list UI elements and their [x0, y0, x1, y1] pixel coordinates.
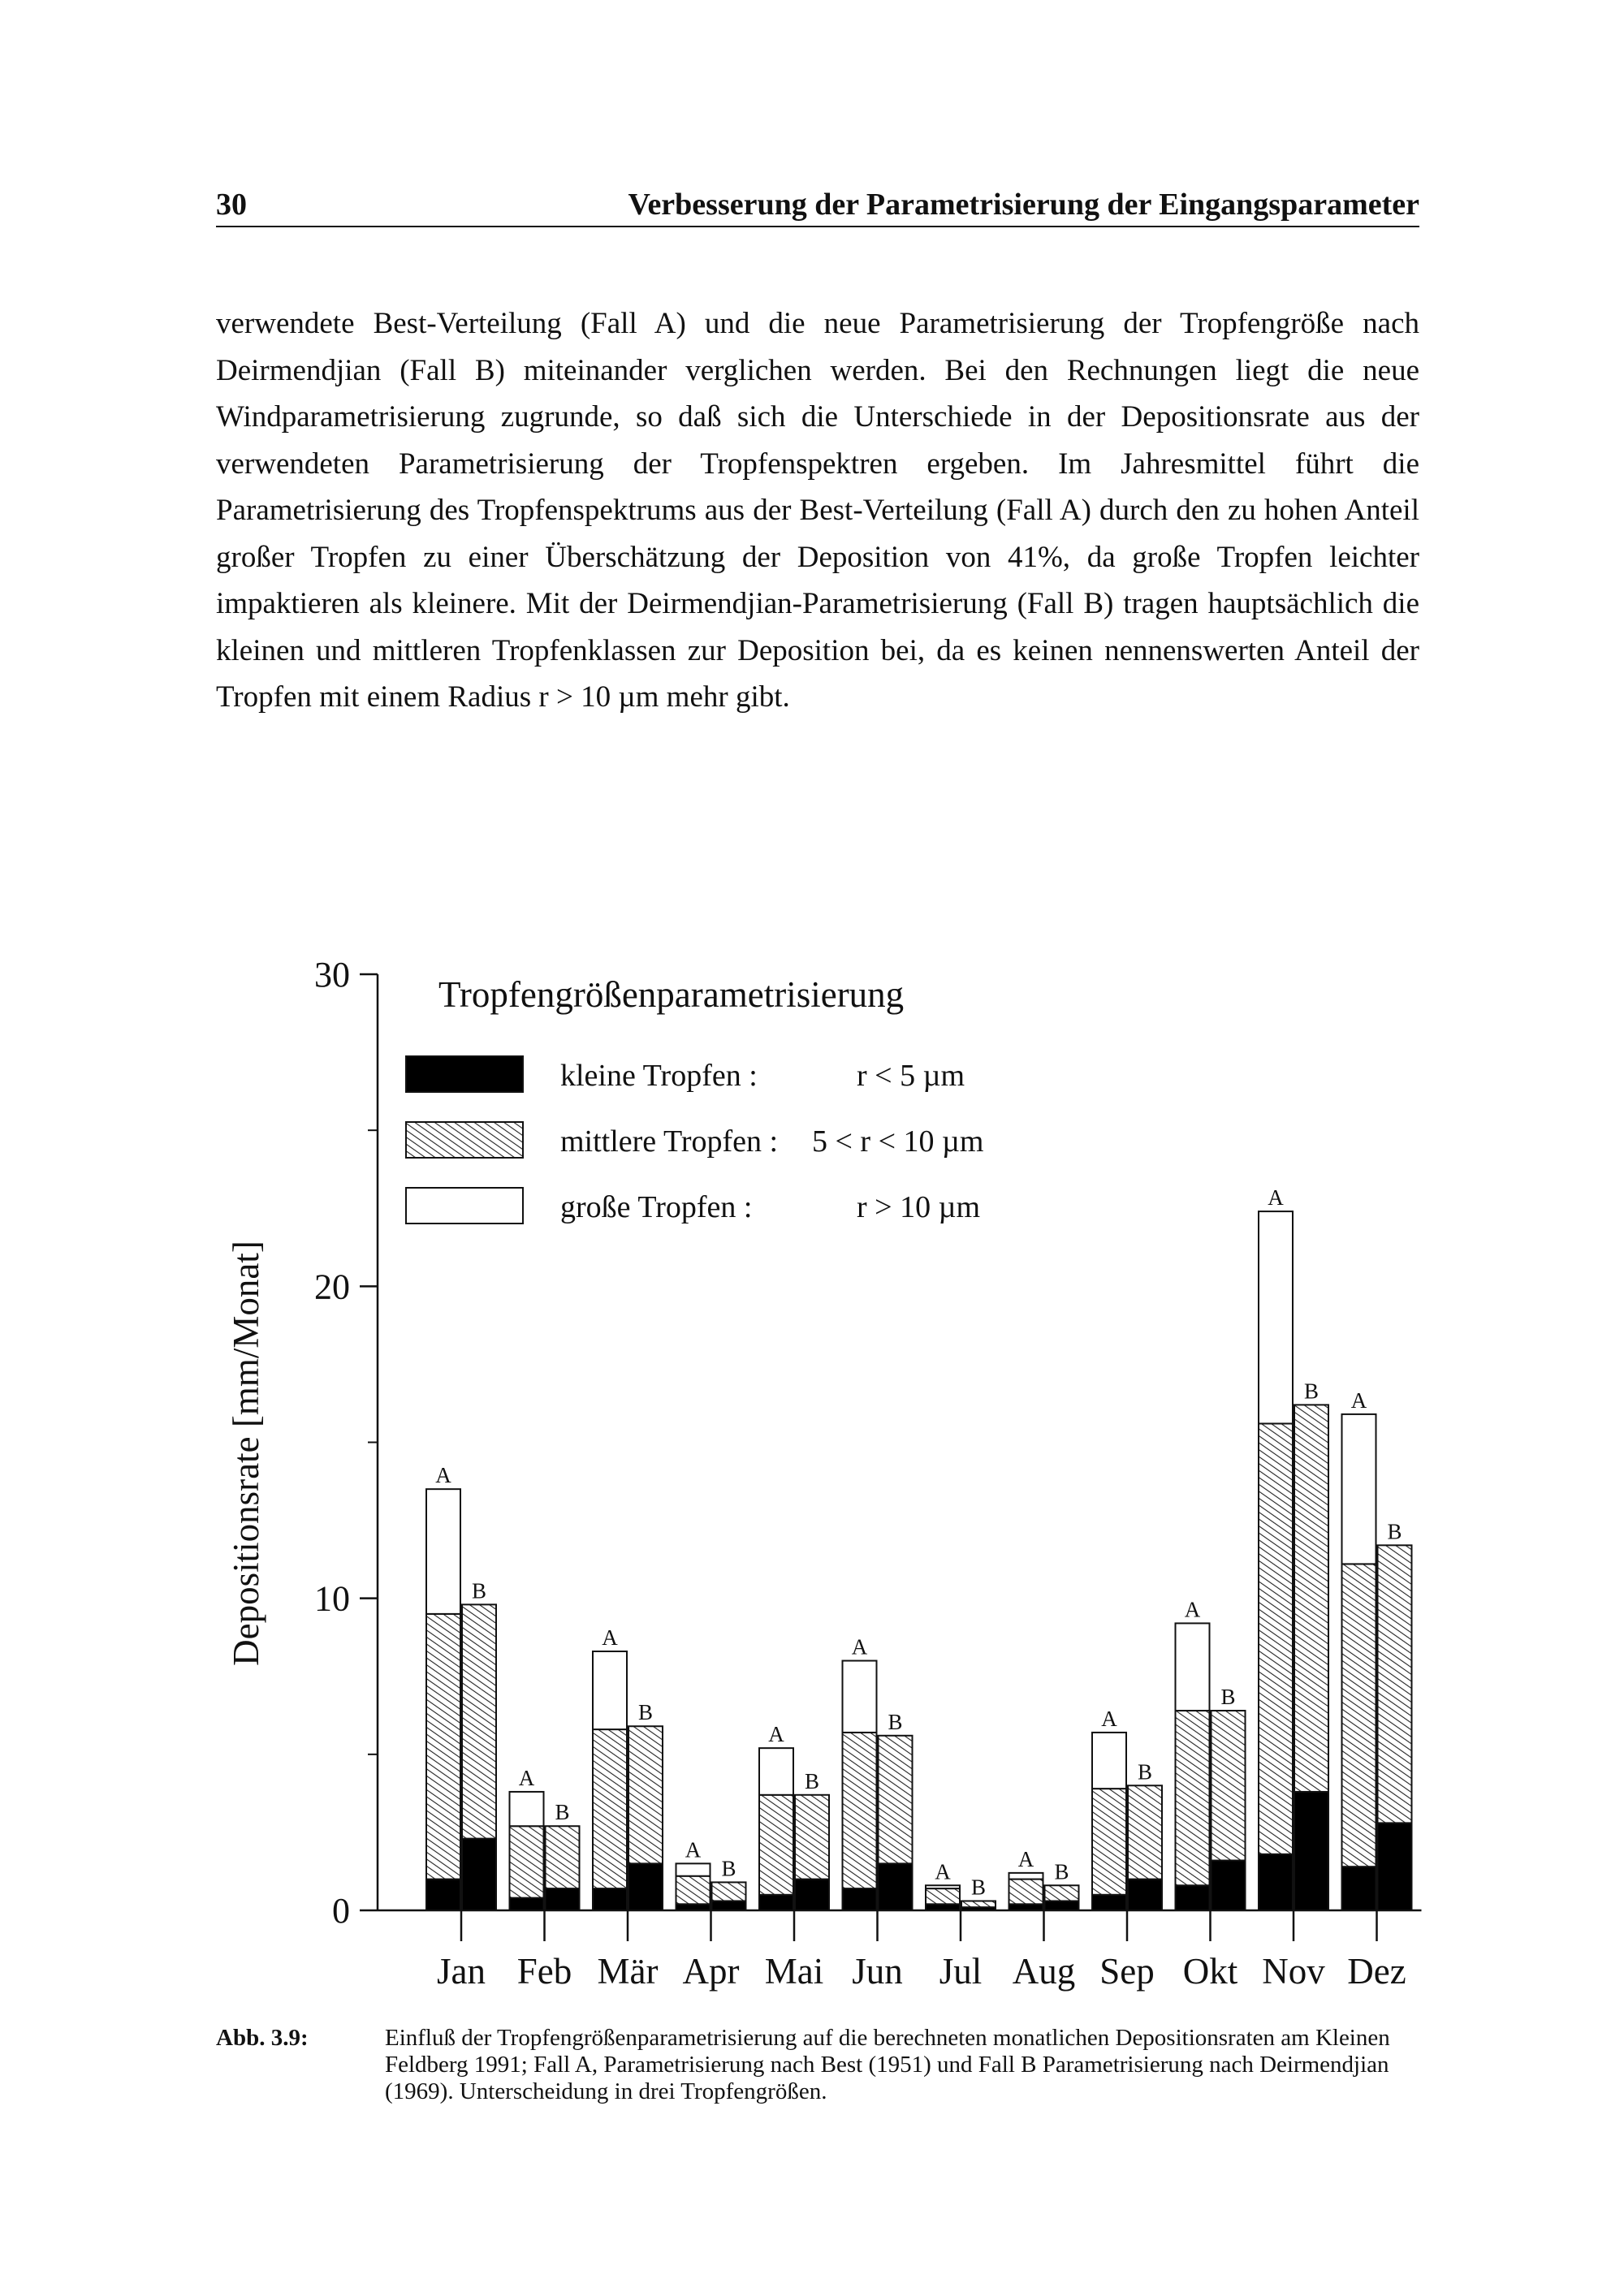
bar-segment-mittlere-A	[843, 1733, 877, 1888]
bar-segment-mittlere-A	[510, 1826, 544, 1897]
bar-segment-mittlere-A	[759, 1795, 793, 1895]
x-tick-label: Aug	[1012, 1951, 1076, 1992]
bar-segment-mittlere-A	[676, 1876, 710, 1905]
bar-segment-mittlere-A	[426, 1614, 460, 1880]
legend-range: r < 5 µm	[857, 1059, 965, 1093]
bar-segment-kleine-B	[1128, 1880, 1162, 1910]
running-title: Verbesserung der Parametrisierung der Eingangsparameter	[628, 188, 1419, 222]
bar-case-label: A	[935, 1859, 951, 1884]
x-tick-label: Mai	[764, 1951, 824, 1992]
page-number: 30	[216, 188, 247, 222]
bar-segment-kleine-B	[795, 1880, 829, 1910]
bar-segment-kleine-B	[462, 1839, 496, 1910]
caption-label: Abb. 3.9:	[216, 2025, 309, 2051]
bar-case-label: A	[518, 1765, 535, 1790]
bar-segment-kleine-B	[546, 1888, 580, 1910]
bar-segment-kleine-A	[593, 1888, 627, 1910]
bar-segment-große-A	[843, 1661, 877, 1733]
bar-segment-mittlere-B	[628, 1726, 663, 1863]
bar-case-label: B	[970, 1875, 987, 1900]
bar-segment-mittlere-B	[1294, 1405, 1328, 1792]
bar-segment-große-A	[426, 1489, 460, 1614]
bar-segment-mittlere-B	[879, 1736, 913, 1864]
bar-segment-kleine-B	[879, 1863, 913, 1910]
bar-segment-mittlere-B	[546, 1826, 580, 1888]
bar-case-label: A	[685, 1837, 702, 1862]
y-tick-label: 30	[314, 955, 350, 995]
bar-segment-kleine-B	[1212, 1861, 1246, 1910]
bar-segment-mittlere-B	[462, 1604, 496, 1838]
x-tick-label: Jul	[939, 1951, 983, 1992]
bar-segment-kleine-A	[1009, 1904, 1043, 1910]
bar-segment-kleine-A	[676, 1904, 710, 1910]
legend-swatch-empty	[406, 1188, 523, 1224]
x-tick-label: Nov	[1262, 1951, 1325, 1992]
bar-segment-kleine-A	[843, 1888, 877, 1910]
caption-text: Einfluß der Tropfengrößenparametrisierung auf die berechneten monatlichen Depositionsraten am Kleinen Feldberg 1991; Fall A, Parametrisierung nach Best (1951) und Fall B Parametrisierung nach Deirmendjian (1969). Unterscheidung in drei Tropfengrößen.	[385, 2025, 1390, 2104]
legend-label: mittlere Tropfen :	[560, 1124, 779, 1159]
x-tick-label: Apr	[682, 1951, 740, 1992]
bar-segment-kleine-A	[759, 1895, 793, 1910]
bar-case-label: A	[851, 1634, 868, 1659]
bar-segment-große-A	[510, 1792, 544, 1826]
bar-segment-mittlere-A	[1092, 1789, 1126, 1895]
bar-case-label: A	[1350, 1388, 1367, 1413]
bar-case-label: A	[1184, 1597, 1201, 1622]
x-tick-label: Dez	[1347, 1951, 1406, 1992]
bar-segment-mittlere-A	[1176, 1711, 1210, 1885]
x-tick-label: Jun	[852, 1951, 903, 1992]
y-axis-label: Depositionsrate [mm/Monat]	[226, 1241, 266, 1666]
bar-case-label: A	[1268, 1185, 1284, 1211]
bar-segment-mittlere-B	[795, 1795, 829, 1880]
bar-segment-mittlere-A	[593, 1729, 627, 1888]
bar-segment-kleine-A	[1342, 1867, 1376, 1910]
bar-segment-große-A	[1342, 1414, 1376, 1564]
bar-case-label: B	[1054, 1859, 1069, 1884]
bar-segment-mittlere-B	[1212, 1711, 1246, 1860]
bar-segment-mittlere-A	[926, 1888, 960, 1904]
bar-segment-mittlere-B	[1045, 1885, 1079, 1901]
bar-case-label: B	[1303, 1379, 1320, 1404]
bar-segment-kleine-B	[712, 1901, 746, 1910]
bar-segment-kleine-A	[926, 1904, 960, 1910]
bar-segment-große-A	[593, 1651, 627, 1729]
bar-segment-mittlere-B	[712, 1882, 746, 1901]
bar-case-label: A	[768, 1722, 784, 1747]
bar-case-label: A	[435, 1463, 451, 1488]
bar-segment-kleine-B	[1045, 1901, 1079, 1910]
bar-segment-kleine-A	[510, 1898, 544, 1910]
legend-label: kleine Tropfen :	[560, 1059, 758, 1093]
chart-title: Tropfengrößenparametrisierung	[438, 974, 905, 1015]
bar-segment-kleine-A	[1259, 1854, 1293, 1910]
legend-range: 5 < r < 10 µm	[812, 1124, 984, 1159]
bar-segment-kleine-A	[426, 1880, 460, 1910]
bar-segment-große-A	[1009, 1873, 1043, 1880]
bar-segment-mittlere-A	[1259, 1423, 1293, 1854]
x-tick-label: Sep	[1099, 1951, 1155, 1992]
y-tick-label: 0	[332, 1891, 350, 1931]
bar-case-label: B	[804, 1768, 820, 1793]
bar-segment-mittlere-B	[1378, 1545, 1412, 1823]
bar-segment-kleine-B	[628, 1863, 663, 1910]
bar-segment-kleine-A	[1092, 1895, 1126, 1910]
bar-case-label: B	[721, 1856, 736, 1881]
bar-segment-kleine-B	[1378, 1823, 1412, 1910]
bar-case-label: B	[1387, 1519, 1402, 1544]
legend-swatch-hatched	[406, 1122, 523, 1158]
bar-segment-große-A	[1176, 1623, 1210, 1711]
bar-case-label: B	[555, 1800, 570, 1825]
bar-case-label: B	[637, 1700, 654, 1725]
bar-segment-große-A	[1092, 1733, 1126, 1789]
bar-segment-kleine-B	[1294, 1792, 1328, 1910]
bar-segment-große-A	[1259, 1211, 1293, 1423]
bar-case-label: A	[602, 1625, 618, 1651]
legend-range: r > 10 µm	[857, 1190, 981, 1224]
x-tick-label: Okt	[1182, 1951, 1238, 1992]
bar-case-label: B	[1137, 1759, 1153, 1785]
bar-case-label: A	[1101, 1706, 1117, 1731]
bar-segment-große-A	[926, 1885, 960, 1888]
bar-segment-mittlere-B	[961, 1901, 996, 1907]
legend-swatch-solid	[406, 1056, 523, 1092]
bar-segment-große-A	[759, 1748, 793, 1795]
x-tick-label: Jan	[437, 1951, 486, 1992]
y-tick-label: 10	[314, 1578, 350, 1619]
y-tick-label: 20	[314, 1267, 350, 1307]
bar-case-label: A	[1017, 1846, 1034, 1871]
bar-case-label: B	[1220, 1685, 1236, 1710]
bar-segment-große-A	[676, 1863, 710, 1875]
x-tick-label: Feb	[516, 1951, 572, 1992]
bar-segment-mittlere-A	[1009, 1880, 1043, 1905]
x-tick-label: Mär	[597, 1951, 659, 1992]
bar-segment-mittlere-B	[1128, 1785, 1162, 1879]
bar-segment-mittlere-A	[1342, 1564, 1376, 1867]
body-paragraph: verwendete Best-Verteilung (Fall A) und die neue Parametrisierung der Tropfengröße nach Deirmendjian (Fall B) miteinander verglichen werden. Bei den Rechnungen liegt die neue Windparametrisierung zugrunde, so daß sich die Unterschiede in der Depositionsrate aus der verwendeten Parametrisierung der Tropfenspektren ergeben. Im Jahresmittel führt die Parametrisierung des Tropfenspektrums aus der Best-Verteilung (Fall A) durch den zu hohen Anteil großer Tropfen zu einer Überschätzung der Deposition von 41%, da große Tropfen leichter impaktieren als kleinere. Mit der Deirmendjian-Parametrisierung (Fall B) tragen hauptsächlich die kleinen und mittleren Tropfenklassen zur Deposition bei, da es keinen nennenswerten Anteil der Tropfen mit einem Radius r > 10 µm mehr gibt.	[216, 307, 1419, 714]
bar-segment-kleine-A	[1176, 1885, 1210, 1910]
legend-label: große Tropfen :	[560, 1190, 753, 1224]
bar-case-label: B	[471, 1578, 487, 1603]
bar-case-label: B	[888, 1709, 903, 1734]
